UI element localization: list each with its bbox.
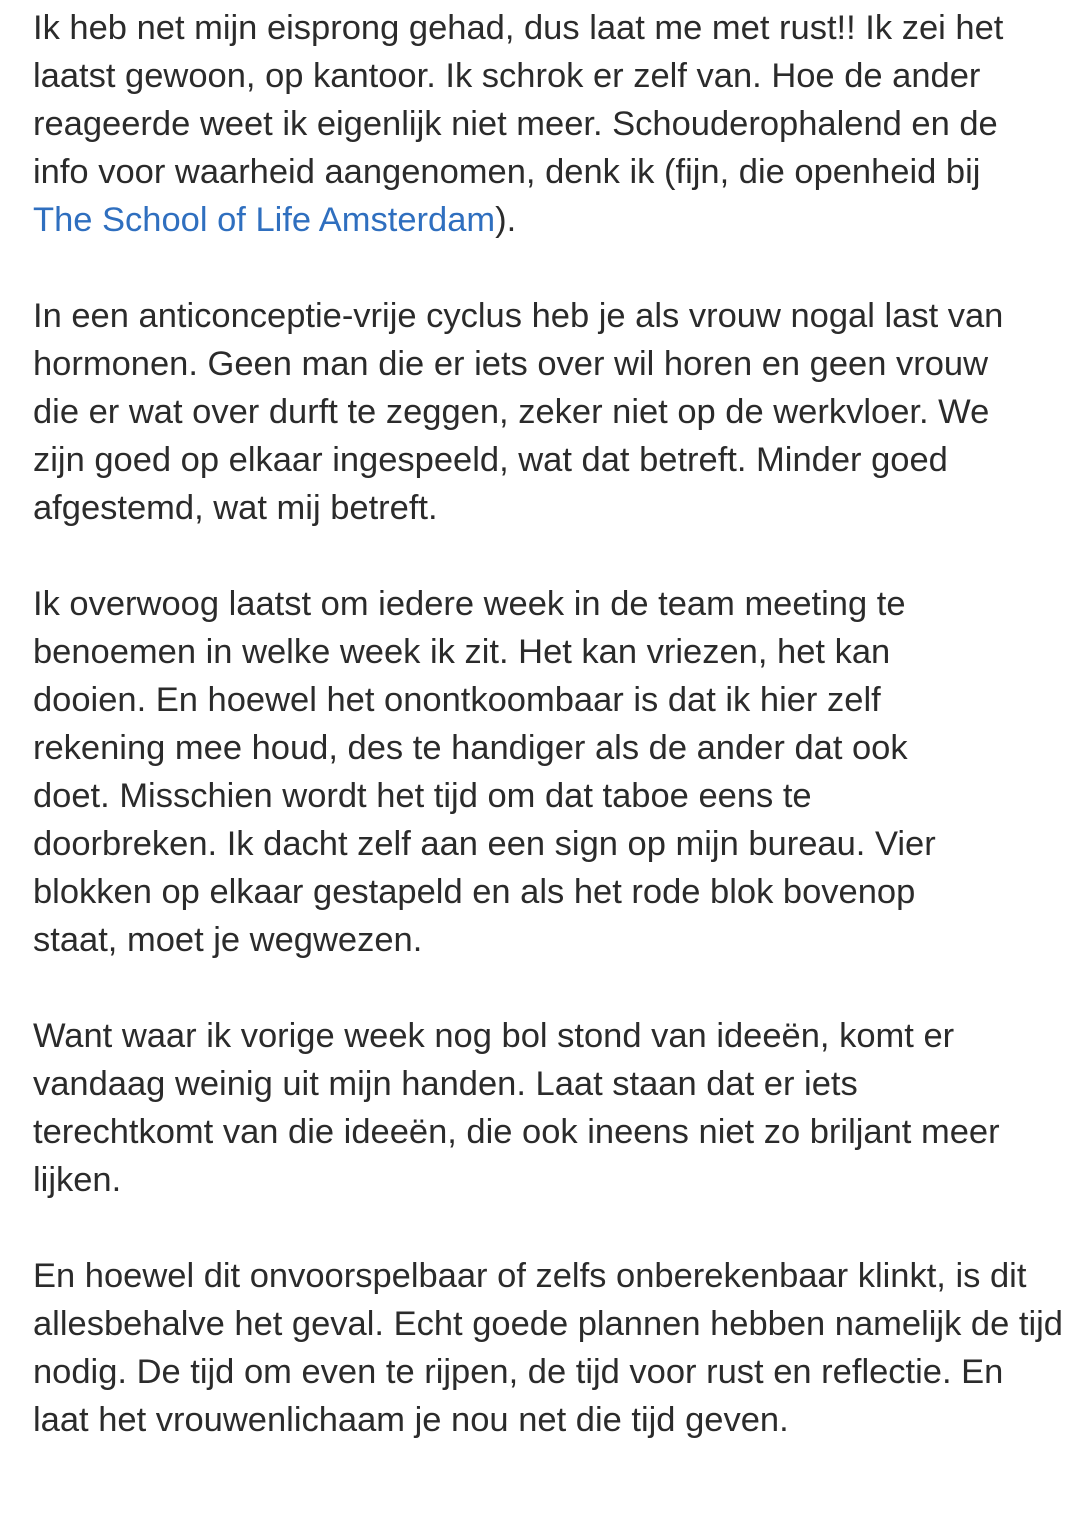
paragraph-4: Want waar ik vorige week nog bol stond van ideeën, komt er vandaag weinig uit mijn handen. Laat staan dat er iets terechtkomt van die ideeën, die ook ineens niet zo briljant meer lijken. — [33, 1017, 1000, 1199]
paragraph-1 — [33, 4, 1033, 244]
paragraph-3: Ik overwoog laatst om iedere week in de team meeting te benoemen in welke week ik zit. Het kan vriezen, het kan dooien. En hoewel het onontkoombaar is dat ik hier zelf rekening mee houd, des te handiger als de ander dat ook doet. Misschien wordt het tijd om dat taboe eens te doorbreken. Ik dacht zelf aan een sign op mijn bureau. Vier blokken op elkaar gestapeld en als het rode blok bovenop staat, moet je wegwezen. — [33, 585, 936, 959]
paragraph-1-text-before: Ik heb net mijn eisprong gehad, dus laat me met rust!! Ik zei het laatst gewoon, op kantoor. Ik schrok er zelf van. Hoe de ander reageerde weet ik eigenlijk niet meer. Schouderophalend en de info voor waarheid aangenomen, denk ik (fijn, die openheid bij — [33, 9, 1004, 191]
paragraph-2: In een anticonceptie-vrije cyclus heb je als vrouw nogal last van hormonen. Geen man die er iets over wil horen en geen vrouw die er wat over durft te zeggen, zeker niet op de werkvloer. We zijn goed op elkaar ingespeeld, wat dat betreft. Minder goed afgestemd, wat mij betreft. — [33, 297, 1004, 527]
paragraph-5: En hoewel dit onvoorspelbaar of zelfs onberekenbaar klinkt, is dit allesbehalve het geval. Echt goede plannen hebben namelijk de tijd nodig. De tijd om even te rijpen, de tijd voor rust en reflectie. En laat het vrouwenlichaam je nou net die tijd geven. — [33, 1257, 1063, 1439]
paragraph-1-text-after: ). — [495, 201, 517, 239]
school-of-life-link[interactable]: The School of Life Amsterdam — [33, 201, 496, 239]
